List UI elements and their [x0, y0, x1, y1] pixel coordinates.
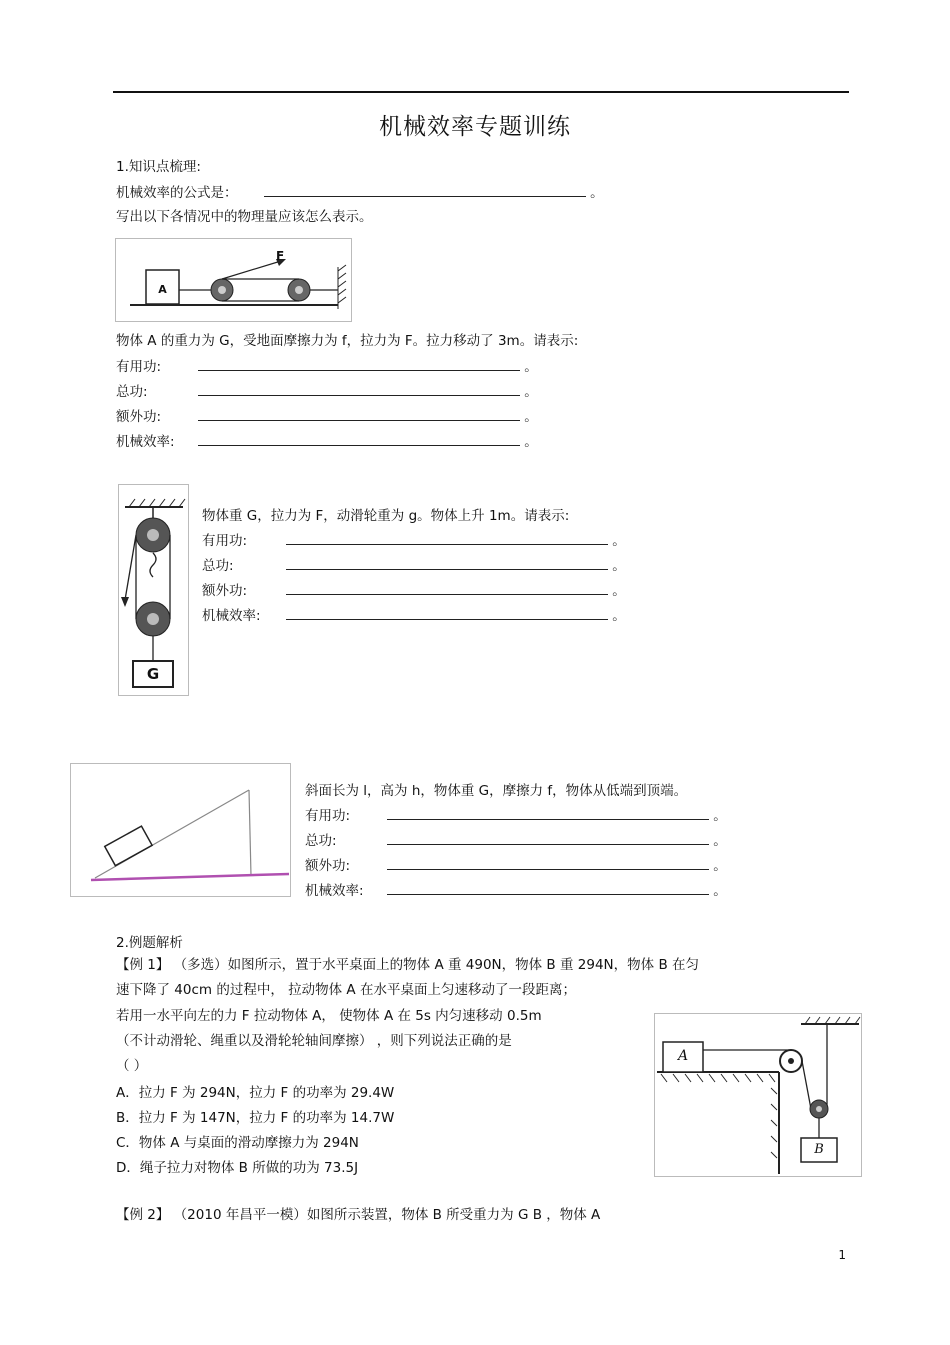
extra-work-label: 额外功: [202, 583, 248, 599]
useful-work-blank[interactable] [198, 357, 520, 371]
period: 。 [713, 858, 727, 874]
block-label-a: A [677, 1048, 689, 1064]
section1-heading: 1.知识点梳理: [116, 159, 201, 175]
period: 。 [713, 833, 727, 849]
total-work-label: 总功: [116, 384, 148, 400]
top-rule [113, 91, 849, 93]
period: 。 [524, 434, 538, 450]
case1-total-row [116, 380, 538, 400]
case3-eff-row [305, 879, 727, 899]
useful-work-label: 有用功: [202, 533, 248, 549]
efficiency-label: 机械效率: [202, 608, 261, 624]
case1-eff-row [116, 430, 538, 450]
period: 。 [713, 808, 727, 824]
force-label-f: F [276, 249, 285, 263]
weight-label-g: G [146, 665, 160, 683]
block-label-a: A [158, 283, 167, 296]
period: 。 [612, 533, 626, 549]
total-work-label: 总功: [305, 833, 337, 849]
option-d[interactable]: D．绳子拉力对物体 B 所做的功为 73.5J [116, 1160, 359, 1176]
case2-eff-row [202, 604, 626, 624]
useful-work-label: 有用功: [116, 359, 162, 375]
example2-line1: 【例 2】 （2010 年昌平一模）如图所示装置，物体 B 所受重力为 G B ，物体 A [116, 1207, 601, 1223]
option-c[interactable]: C．物体 A 与桌面的滑动摩擦力为 294N [116, 1135, 359, 1151]
total-work-label: 总功: [202, 558, 234, 574]
block-label-b: B [814, 1142, 824, 1157]
efficiency-blank[interactable] [286, 606, 608, 620]
example1-line4: （不计动滑轮、绳重以及滑轮轮轴间摩擦） ，则下列说法正确的是 [116, 1033, 512, 1049]
example1-line1: 【例 1】 （多选）如图所示，置于水平桌面上的物体 A 重 490N，物体 B 重 294N，物体 B 在匀 [116, 957, 699, 973]
case1-description: 物体 A 的重力为 G，受地面摩擦力为 f，拉力为 F。拉力移动了 3m。请表示: [116, 333, 579, 349]
option-b[interactable]: B．拉力 F 为 147N，拉力 F 的功率为 14.7W [116, 1110, 395, 1126]
figure-table-pulley [654, 1013, 862, 1177]
formula-blank[interactable] [264, 183, 586, 197]
case3-extra-row [305, 854, 727, 874]
case2-description: 物体重 G，拉力为 F，动滑轮重为 g。物体上升 1m。请表示: [202, 508, 570, 524]
formula-line [116, 181, 604, 201]
total-work-blank[interactable] [286, 556, 608, 570]
case2-extra-row [202, 579, 626, 599]
period: 。 [612, 608, 626, 624]
period: 。 [524, 359, 538, 375]
case2-useful-row [202, 529, 626, 549]
example1-line3: 若用一水平向左的力 F 拉动物体 A， 使物体 A 在 5s 内匀速移动 0.5m [116, 1008, 542, 1024]
total-work-blank[interactable] [387, 831, 709, 845]
formula-label: 机械效率的公式是： [116, 185, 238, 201]
page-number: 1 [838, 1248, 846, 1262]
option-a[interactable]: A．拉力 F 为 294N，拉力 F 的功率为 29.4W [116, 1085, 395, 1101]
efficiency-label: 机械效率: [116, 434, 175, 450]
case1-extra-row [116, 405, 538, 425]
extra-work-blank[interactable] [198, 407, 520, 421]
case3-description: 斜面长为 l，高为 h，物体重 G，摩擦力 f，物体从低端到顶端。 [305, 783, 688, 799]
extra-work-blank[interactable] [387, 856, 709, 870]
efficiency-blank[interactable] [387, 881, 709, 895]
instruction: 写出以下各情况中的物理量应该怎么表示。 [116, 209, 373, 225]
period: 。 [713, 883, 727, 899]
period: 。 [590, 185, 604, 201]
section2-heading: 2.例题解析 [116, 935, 183, 951]
total-work-blank[interactable] [198, 382, 520, 396]
efficiency-blank[interactable] [198, 432, 520, 446]
useful-work-blank[interactable] [286, 531, 608, 545]
period: 。 [524, 409, 538, 425]
page-title: 机械效率专题训练 [379, 114, 571, 140]
period: 。 [524, 384, 538, 400]
extra-work-label: 额外功: [305, 858, 351, 874]
useful-work-label: 有用功: [305, 808, 351, 824]
case3-useful-row [305, 804, 727, 824]
extra-work-blank[interactable] [286, 581, 608, 595]
period: 。 [612, 558, 626, 574]
case3-total-row [305, 829, 727, 849]
efficiency-label: 机械效率: [305, 883, 364, 899]
extra-work-label: 额外功: [116, 409, 162, 425]
example1-line2: 速下降了 40cm 的过程中， 拉动物体 A 在水平桌面上匀速移动了一段距离； [116, 982, 576, 998]
example1-line5: （ ） [116, 1058, 148, 1074]
case2-total-row [202, 554, 626, 574]
figure-pulley-block [118, 484, 189, 696]
figure-incline [70, 763, 291, 897]
figure-horizontal-pulley [115, 238, 352, 322]
useful-work-blank[interactable] [387, 806, 709, 820]
case1-useful-row [116, 355, 538, 375]
period: 。 [612, 583, 626, 599]
